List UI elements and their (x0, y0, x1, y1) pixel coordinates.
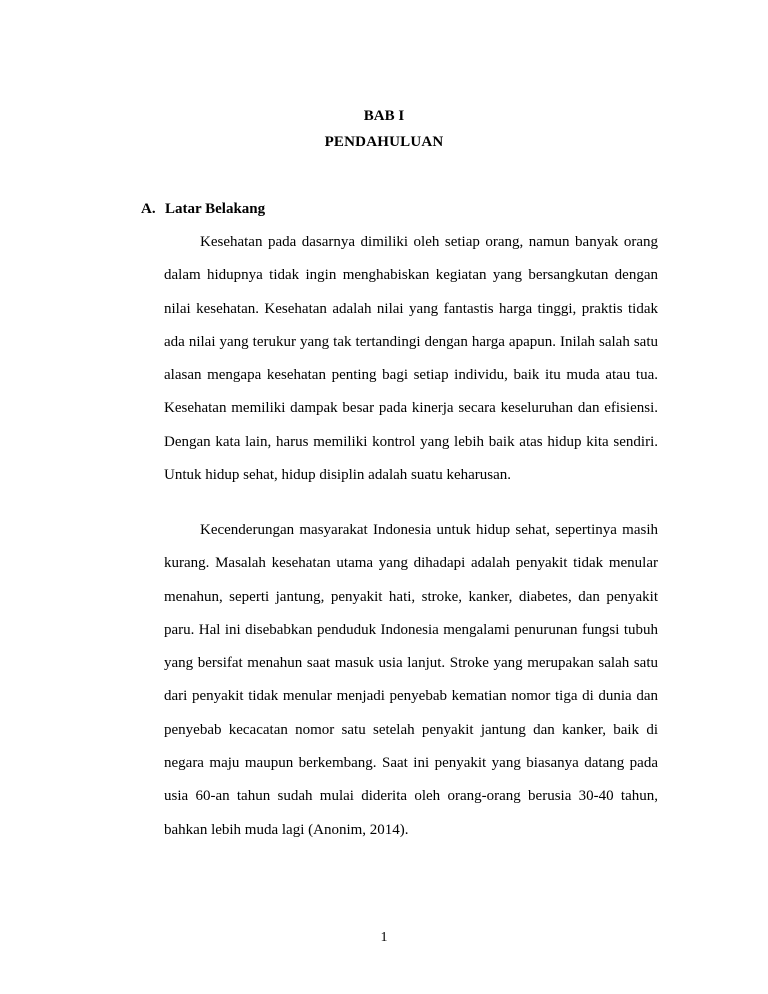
chapter-title: PENDAHULUAN (324, 134, 444, 150)
chapter-number: BAB I (363, 108, 405, 124)
section-title: Latar Belakang (165, 201, 266, 217)
paragraph: Kesehatan pada dasarnya dimiliki oleh setiap orang, namun banyak orang dalam hidupnya tidak ingin menghabiskan kegiatan yang bersangkutan dengan nilai kesehatan. Kesehatan adalah nilai yang fantastis harga tinggi, praktis tidak ada nilai yang terukur yang tak tertandingi dengan harga apapun. Inilah salah satu alasan mengapa kesehatan penting bagi setiap individu, baik itu muda atau tua. Kesehatan memiliki dampak besar pada kinerja secara keseluruhan dan efisiensi. Dengan kata lain, harus memiliki kontrol yang lebih baik atas hidup kita sendiri. Untuk hidup sehat, hidup disiplin adalah suatu keharusan. (164, 234, 658, 484)
paragraph: Kecenderungan masyarakat Indonesia untuk hidup sehat, sepertinya masih kurang. Masalah kesehatan utama yang dihadapi adalah penyakit tidak menular menahun, seperti jantung, penyakit hati, stroke, kanker, diabetes, dan penyakit paru. Hal ini disebabkan penduduk Indonesia mengalami penurunan fungsi tubuh yang bersifat menahun saat masuk usia lanjut. Stroke yang merupakan salah satu dari penyakit tidak menular menjadi penyebab kematian nomor tiga di dunia dan penyebab kecacatan nomor satu setelah penyakit jantung dan kanker, baik di negara maju maupun berkembang. Saat ini penyakit yang biasanya datang pada usia 60-an tahun sudah mulai diderita oleh orang-orang berusia 30-40 tahun, bahkan lebih muda lagi (Anonim, 2014). (164, 522, 658, 838)
section-letter: A. (141, 201, 156, 217)
section-heading (141, 201, 265, 218)
page-number: 1 (380, 930, 388, 945)
